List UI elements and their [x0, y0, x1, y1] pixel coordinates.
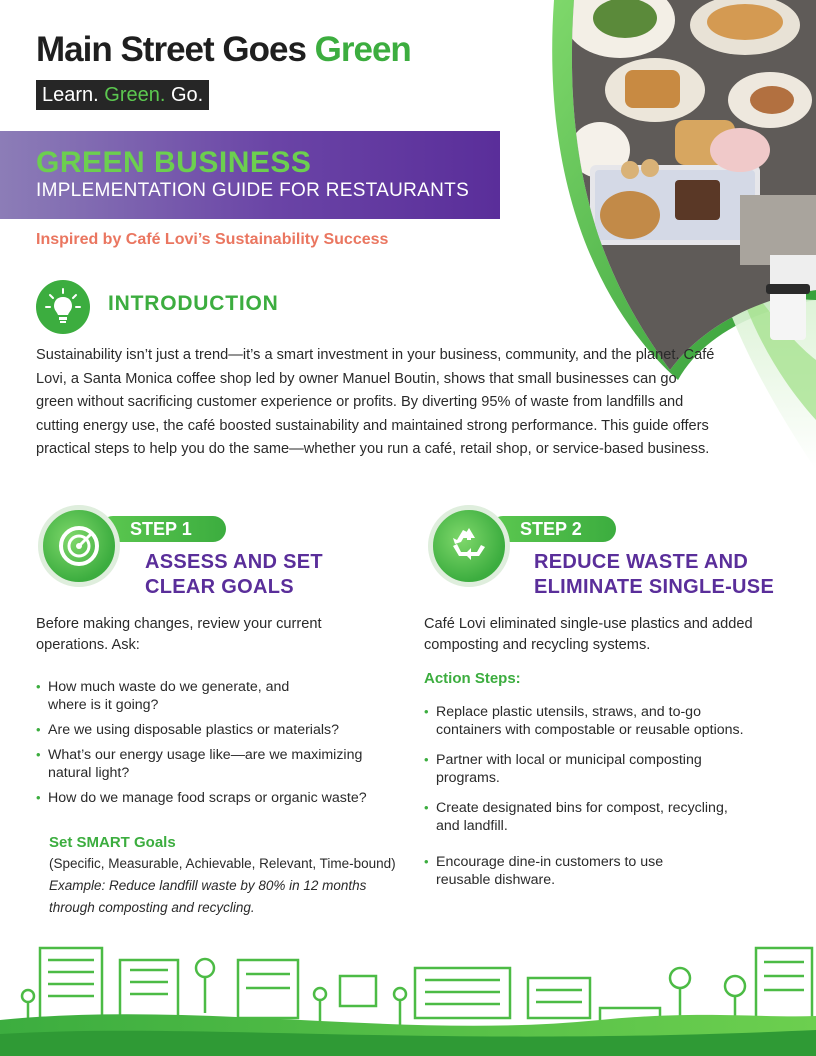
intro-heading: INTRODUCTION: [108, 292, 279, 315]
target-icon: [38, 505, 120, 587]
step1-heading-line1: ASSESS AND SET: [145, 551, 323, 573]
list-item: • Replace plastic utensils, straws, and to-go containers with compostable or reusable options.: [424, 703, 794, 739]
list-item: • How do we manage food scraps or organic waste?: [36, 789, 406, 807]
step1-intro: Before making changes, review your current operations. Ask:: [36, 616, 322, 653]
brand-title-main: Main Street Goes: [36, 30, 306, 69]
step2-heading-line2: ELIMINATE SINGLE-USE: [534, 576, 775, 598]
banner-subtitle: IMPLEMENTATION GUIDE FOR RESTAURANTS: [36, 180, 470, 201]
smart-goals-heading: Set SMART Goals: [49, 834, 176, 851]
tagline-go: Go.: [171, 84, 204, 106]
inspired-line: Inspired by Café Lovi’s Sustainability Success: [36, 231, 389, 248]
brand-title: [36, 30, 411, 70]
tagline: [36, 80, 209, 110]
step1-questions: [36, 678, 406, 807]
list-item: • What’s our energy usage like—are we maximizing natural light?: [36, 746, 406, 782]
step2-pill: STEP 2: [490, 516, 616, 542]
step1-heading: [145, 550, 323, 600]
list-item: • How much waste do we generate, and where is it going?: [36, 678, 406, 714]
cityscape-illustration: [0, 938, 816, 1056]
recycle-icon: [428, 505, 510, 587]
lightbulb-icon: [36, 280, 90, 334]
smart-definition: (Specific, Measurable, Achievable, Relevant, Time-bound): [49, 856, 396, 871]
list-item: • Partner with local or municipal composting programs.: [424, 751, 794, 787]
banner-title: GREEN BUSINESS: [36, 146, 312, 179]
step1-pill: STEP 1: [100, 516, 226, 542]
intro-text: Sustainability isn’t just a trend—it’s a smart investment in your business, community, and the planet. Café Lovi, a Santa Monica coffee shop led by owner Manuel Boutin, shows that small businesses can go green without sacrificing customer experience or profits. By diverting 95% of waste from landfills and cutting energy use, the café boosted sustainability and maintained strong performance. This guide offers practical steps to help you do the same—whether you run a café, retail shop, or service-based business.: [36, 347, 715, 458]
smart-example-line1: Example: Reduce landfill waste by 80% in 12 months: [49, 878, 367, 893]
list-item: • Are we using disposable plastics or materials?: [36, 721, 406, 739]
brand-title-green: Green: [314, 30, 411, 69]
step2-actions: [424, 703, 794, 889]
step2-heading-line1: REDUCE WASTE AND: [534, 551, 749, 573]
action-steps-heading: Action Steps:: [424, 670, 521, 687]
step2-intro: Café Lovi eliminated single-use plastics and added composting and recycling systems.: [424, 616, 753, 653]
step2-heading: [534, 550, 774, 600]
list-item: • Create designated bins for compost, recycling, and landfill.: [424, 799, 794, 835]
tagline-green: Green.: [104, 84, 166, 106]
step1-heading-line2: CLEAR GOALS: [145, 576, 294, 598]
smart-example-line2: through composting and recycling.: [49, 900, 255, 915]
smart-goals-text: [49, 853, 419, 919]
tagline-learn: Learn.: [42, 84, 99, 106]
list-item: • Encourage dine-in customers to use reusable dishware.: [424, 853, 794, 889]
